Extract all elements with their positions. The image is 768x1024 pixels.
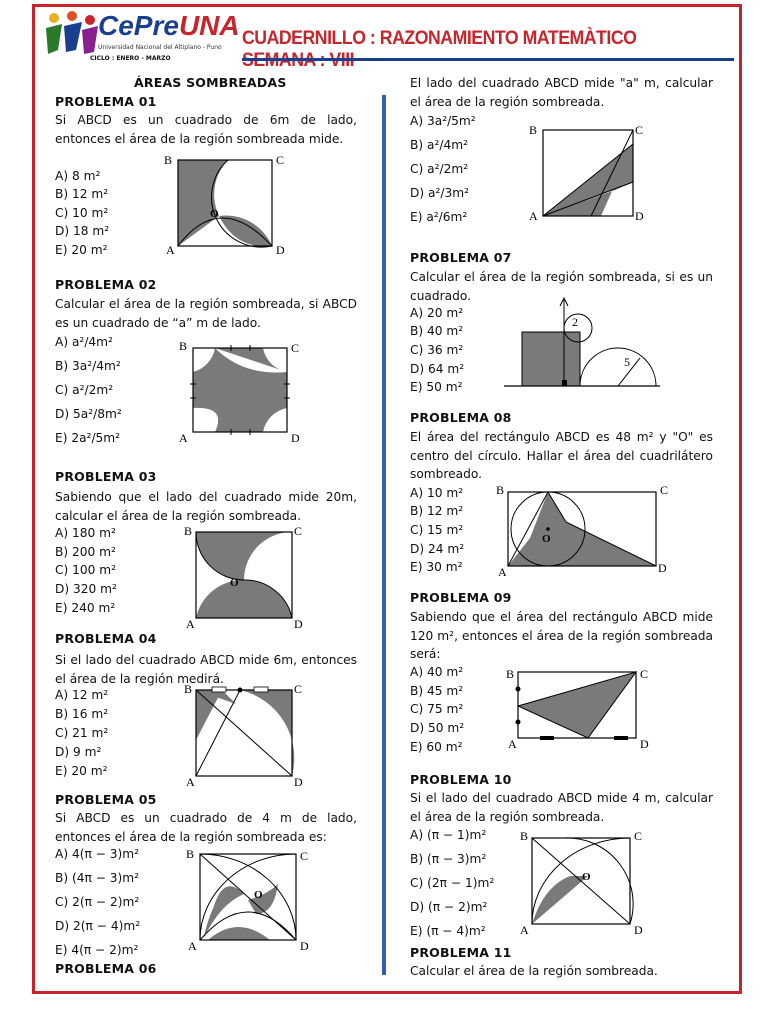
problem-01-figure	[160, 150, 295, 260]
p08-label-c: C	[660, 483, 669, 497]
problem-02-option-c: C) a²/2m²	[55, 383, 114, 397]
problem-09-option-a: A) 40 m²	[410, 665, 464, 679]
p01-shade-lens	[219, 216, 272, 247]
problem-09-option-d: D) 50 m²	[410, 721, 465, 735]
problem-08-option-a: A) 10 m²	[410, 486, 464, 500]
problem-06-figure	[525, 120, 655, 228]
problem-05-option-e: E) 4(π − 2)m²	[55, 943, 139, 957]
problem-04-option-a: A) 12 m²	[55, 688, 109, 702]
p02-label-a: A	[179, 431, 188, 445]
p10-label-d: D	[634, 923, 643, 937]
problem-09-figure	[502, 662, 682, 752]
figures-logo-icon	[40, 10, 100, 60]
problem-11-text: Calcular el área de la región sombreada.	[410, 964, 658, 978]
problem-06-text: El lado del cuadrado ABCD mide "a" m, calcular el área de la región sombreada.	[410, 76, 713, 109]
problem-03-heading: PROBLEMA 03	[55, 469, 157, 484]
p05-label-o: O	[254, 889, 263, 901]
p05-label-c: C	[300, 849, 309, 863]
p08-label-b: B	[496, 483, 505, 497]
p08-label-a: A	[498, 565, 507, 578]
p03-label-d: D	[294, 617, 303, 630]
problem-01-option-b: B) 12 m²	[55, 187, 109, 201]
problem-08-heading: PROBLEMA 08	[410, 410, 512, 425]
problem-04-text: Si el lado del cuadrado ABCD mide 6m, entonces el área de la región medirá.	[55, 653, 357, 686]
problem-10-heading: PROBLEMA 10	[410, 772, 512, 787]
problem-10-option-e: E) (π − 4)m²	[410, 924, 486, 938]
p04-label-c: C	[294, 682, 303, 696]
problem-02-figure	[175, 336, 310, 448]
problem-09-text: Sabiendo que el área del rectángulo ABCD mide 120 m², entonces el área de la región sombreada será:	[410, 610, 713, 662]
p09-label-c: C	[640, 667, 649, 681]
p10-label-b: B	[520, 829, 529, 843]
logo-university: Universidad Nacional del Altiplano - Puno	[98, 44, 222, 51]
problem-01-option-c: C) 10 m²	[55, 206, 109, 220]
p01-shade-left	[178, 160, 228, 246]
cepreuna-logo	[40, 10, 240, 64]
p01-label-c: C	[276, 153, 285, 167]
problem-10-option-c: C) (2π − 1)m²	[410, 876, 495, 890]
section-title: ÁREAS SOMBREADAS	[134, 75, 287, 90]
problem-07-option-c: C) 36 m²	[410, 343, 464, 357]
problem-06-heading: PROBLEMA 06	[55, 961, 157, 976]
p01-label-o: O	[210, 208, 219, 220]
problem-01-text: Si ABCD es un cuadrado de 6m de lado, entonces el área de la región sombreada mide.	[55, 113, 357, 146]
problem-08-option-d: D) 24 m²	[410, 542, 465, 556]
problem-08-figure	[492, 482, 682, 578]
problem-08-option-e: E) 30 m²	[410, 560, 463, 574]
p02-label-c: C	[291, 341, 300, 355]
problem-05-heading: PROBLEMA 05	[55, 792, 157, 807]
p09-label-d: D	[640, 737, 649, 751]
problem-07-text: Calcular el área de la región sombreada, si es un cuadrado.	[410, 270, 713, 303]
p01-label-a: A	[166, 243, 175, 257]
p09-label-a: A	[508, 737, 517, 751]
problem-05-figure	[178, 844, 313, 956]
p03-label-b: B	[184, 524, 193, 538]
p05-label-b: B	[186, 847, 195, 861]
problem-05-text: Si ABCD es un cuadrado de 4 m de lado, entonces el área de la región sombreada es:	[55, 811, 357, 844]
p02-label-b: B	[179, 339, 188, 353]
problem-01-option-d: D) 18 m²	[55, 224, 110, 238]
problem-02-option-b: B) 3a²/4m²	[55, 359, 121, 373]
problem-03-option-b: B) 200 m²	[55, 545, 116, 559]
problem-10-option-d: D) (π − 2)m²	[410, 900, 488, 914]
cycle-label: CICLO : ENERO - MARZO	[90, 55, 171, 62]
problem-01-heading: PROBLEMA 01	[55, 94, 157, 109]
p05-label-a: A	[188, 939, 197, 953]
problem-04-option-b: B) 16 m²	[55, 707, 109, 721]
problem-03-text: Sabiendo que el lado del cuadrado mide 20m, calcular el área de la región sombreada.	[55, 490, 357, 523]
p10-label-c: C	[634, 829, 643, 843]
problem-03-option-e: E) 240 m²	[55, 601, 116, 615]
problem-11-heading: PROBLEMA 11	[410, 945, 512, 960]
problem-07-heading: PROBLEMA 07	[410, 250, 512, 265]
p06-label-a: A	[529, 209, 538, 223]
p08-label-d: D	[658, 561, 667, 575]
p05-label-d: D	[300, 939, 309, 953]
problem-10-option-b: B) (π − 3)m²	[410, 852, 487, 866]
problem-07-option-b: B) 40 m²	[410, 324, 464, 338]
problem-09-heading: PROBLEMA 09	[410, 590, 512, 605]
problem-06-option-e: E) a²/6m²	[410, 210, 468, 224]
p10-label-a: A	[520, 923, 529, 937]
p06-label-d: D	[635, 209, 644, 223]
problem-03-option-a: A) 180 m²	[55, 526, 116, 540]
problem-04-figure	[180, 680, 310, 790]
p04-label-d: D	[294, 775, 303, 789]
problem-06-option-c: C) a²/2m²	[410, 162, 469, 176]
p03-label-a: A	[186, 617, 195, 630]
page-header	[36, 6, 738, 66]
problem-03-option-d: D) 320 m²	[55, 582, 117, 596]
problem-07-option-a: A) 20 m²	[410, 306, 464, 320]
problem-07-option-d: D) 64 m²	[410, 362, 465, 376]
p10-label-o: O	[582, 871, 591, 883]
problem-02-option-e: E) 2a²/5m²	[55, 431, 121, 445]
problem-09-option-e: E) 60 m²	[410, 740, 463, 754]
p04-label-b: B	[184, 682, 193, 696]
problem-04-option-e: E) 20 m²	[55, 764, 108, 778]
problem-02-text: Calcular el área de la región sombreada, si ABCD es un cuadrado de “a” m de lado.	[55, 297, 357, 330]
p06-label-b: B	[529, 123, 538, 137]
problem-07-figure	[500, 296, 665, 390]
problem-05-option-b: B) (4π − 3)m²	[55, 871, 140, 885]
p07-label-two: 2	[572, 315, 578, 329]
problem-04-option-c: C) 21 m²	[55, 726, 109, 740]
p02-label-d: D	[291, 431, 300, 445]
problem-09-option-b: B) 45 m²	[410, 684, 464, 698]
p08-label-o: O	[542, 533, 551, 545]
column-divider	[382, 95, 386, 975]
problem-01-option-a: A) 8 m²	[55, 169, 101, 183]
problem-02-option-d: D) 5a²/8m²	[55, 407, 122, 421]
problem-02-option-a: A) a²/4m²	[55, 335, 113, 349]
p06-label-c: C	[635, 123, 644, 137]
p04-label-a: A	[186, 775, 195, 789]
problem-09-option-c: C) 75 m²	[410, 702, 464, 716]
problem-03-option-c: C) 100 m²	[55, 563, 117, 577]
problem-06-option-a: A) 3a²/5m²	[410, 114, 476, 128]
problem-10-option-a: A) (π − 1)m²	[410, 828, 487, 842]
problem-08-text: El área del rectángulo ABCD es 48 m² y "O" es centro del círculo. Hallar el área del cuadrilátero sombreado.	[410, 430, 713, 482]
p09-label-b: B	[506, 667, 515, 681]
problem-04-heading: PROBLEMA 04	[55, 631, 157, 646]
problem-03-figure	[180, 522, 310, 630]
logo-brand: CePreUNA	[98, 10, 240, 41]
problem-05-option-d: D) 2(π − 4)m²	[55, 919, 141, 933]
problem-05-option-a: A) 4(π − 3)m²	[55, 847, 140, 861]
problem-02-heading: PROBLEMA 02	[55, 277, 157, 292]
problem-05-option-c: C) 2(π − 2)m²	[55, 895, 140, 909]
problem-08-option-b: B) 12 m²	[410, 504, 464, 518]
problem-06-option-b: B) a²/4m²	[410, 138, 468, 152]
problem-01-option-e: E) 20 m²	[55, 243, 108, 257]
p01-label-d: D	[276, 243, 285, 257]
problem-10-text: Si el lado del cuadrado ABCD mide 4 m, calcular el área de la región sombreada.	[410, 791, 713, 824]
page-title: CUADERNILLO : RAZONAMIENTO MATEMÀTICO	[242, 28, 637, 49]
problem-04-option-d: D) 9 m²	[55, 745, 102, 759]
problem-08-option-c: C) 15 m²	[410, 523, 464, 537]
p03-label-c: C	[294, 524, 303, 538]
p03-label-o: O	[230, 577, 239, 589]
problem-07-option-e: E) 50 m²	[410, 380, 463, 394]
problem-06-option-d: D) a²/3m²	[410, 186, 469, 200]
p01-label-b: B	[164, 153, 173, 167]
p07-label-five: 5	[624, 355, 630, 369]
problem-10-figure	[518, 828, 658, 938]
title-underline	[242, 58, 734, 61]
